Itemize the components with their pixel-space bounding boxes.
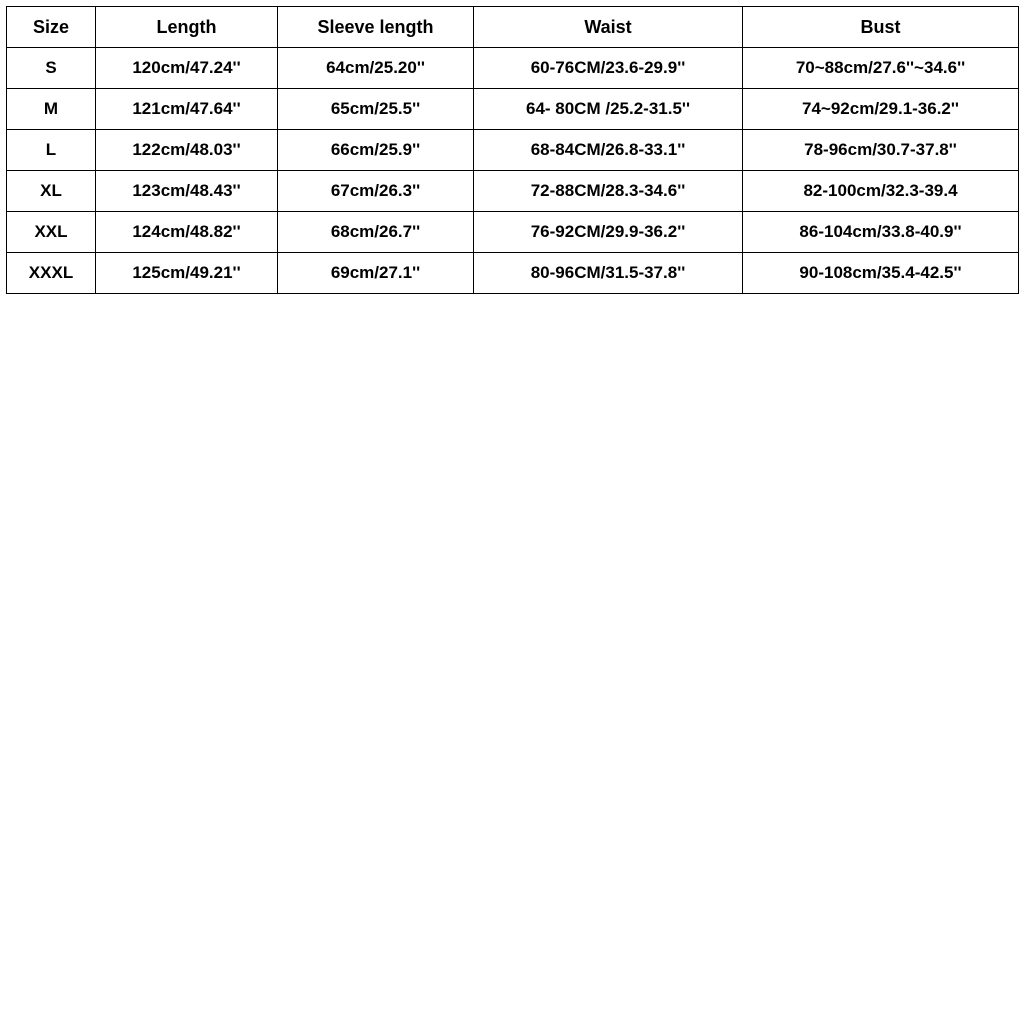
cell-size: L bbox=[7, 130, 96, 171]
cell-length: 122cm/48.03'' bbox=[96, 130, 278, 171]
table-row bbox=[7, 253, 1019, 294]
cell-bust: 74~92cm/29.1-36.2'' bbox=[743, 89, 1019, 130]
header-length: Length bbox=[96, 7, 278, 48]
header-size: Size bbox=[7, 7, 96, 48]
size-chart-table bbox=[6, 6, 1019, 294]
cell-length: 123cm/48.43'' bbox=[96, 171, 278, 212]
cell-length: 121cm/47.64'' bbox=[96, 89, 278, 130]
cell-waist: 80-96CM/31.5-37.8'' bbox=[474, 253, 743, 294]
cell-waist: 76-92CM/29.9-36.2'' bbox=[474, 212, 743, 253]
table-row bbox=[7, 48, 1019, 89]
cell-waist: 60-76CM/23.6-29.9'' bbox=[474, 48, 743, 89]
cell-waist: 68-84CM/26.8-33.1'' bbox=[474, 130, 743, 171]
cell-bust: 86-104cm/33.8-40.9'' bbox=[743, 212, 1019, 253]
cell-sleeve-length: 67cm/26.3'' bbox=[278, 171, 474, 212]
cell-size: XXXL bbox=[7, 253, 96, 294]
cell-sleeve-length: 66cm/25.9'' bbox=[278, 130, 474, 171]
cell-size: M bbox=[7, 89, 96, 130]
cell-bust: 70~88cm/27.6''~34.6'' bbox=[743, 48, 1019, 89]
cell-size: XL bbox=[7, 171, 96, 212]
cell-sleeve-length: 64cm/25.20'' bbox=[278, 48, 474, 89]
cell-bust: 78-96cm/30.7-37.8'' bbox=[743, 130, 1019, 171]
table-row bbox=[7, 89, 1019, 130]
header-bust: Bust bbox=[743, 7, 1019, 48]
header-sleeve-length: Sleeve length bbox=[278, 7, 474, 48]
cell-bust: 90-108cm/35.4-42.5'' bbox=[743, 253, 1019, 294]
table-row bbox=[7, 130, 1019, 171]
cell-sleeve-length: 68cm/26.7'' bbox=[278, 212, 474, 253]
cell-size: XXL bbox=[7, 212, 96, 253]
table-row bbox=[7, 171, 1019, 212]
cell-waist: 64- 80CM /25.2-31.5'' bbox=[474, 89, 743, 130]
cell-length: 124cm/48.82'' bbox=[96, 212, 278, 253]
cell-waist: 72-88CM/28.3-34.6'' bbox=[474, 171, 743, 212]
cell-sleeve-length: 69cm/27.1'' bbox=[278, 253, 474, 294]
cell-length: 120cm/47.24'' bbox=[96, 48, 278, 89]
cell-bust: 82-100cm/32.3-39.4 bbox=[743, 171, 1019, 212]
cell-size: S bbox=[7, 48, 96, 89]
table-row bbox=[7, 212, 1019, 253]
cell-sleeve-length: 65cm/25.5'' bbox=[278, 89, 474, 130]
cell-length: 125cm/49.21'' bbox=[96, 253, 278, 294]
header-row bbox=[7, 7, 1019, 48]
header-waist: Waist bbox=[474, 7, 743, 48]
